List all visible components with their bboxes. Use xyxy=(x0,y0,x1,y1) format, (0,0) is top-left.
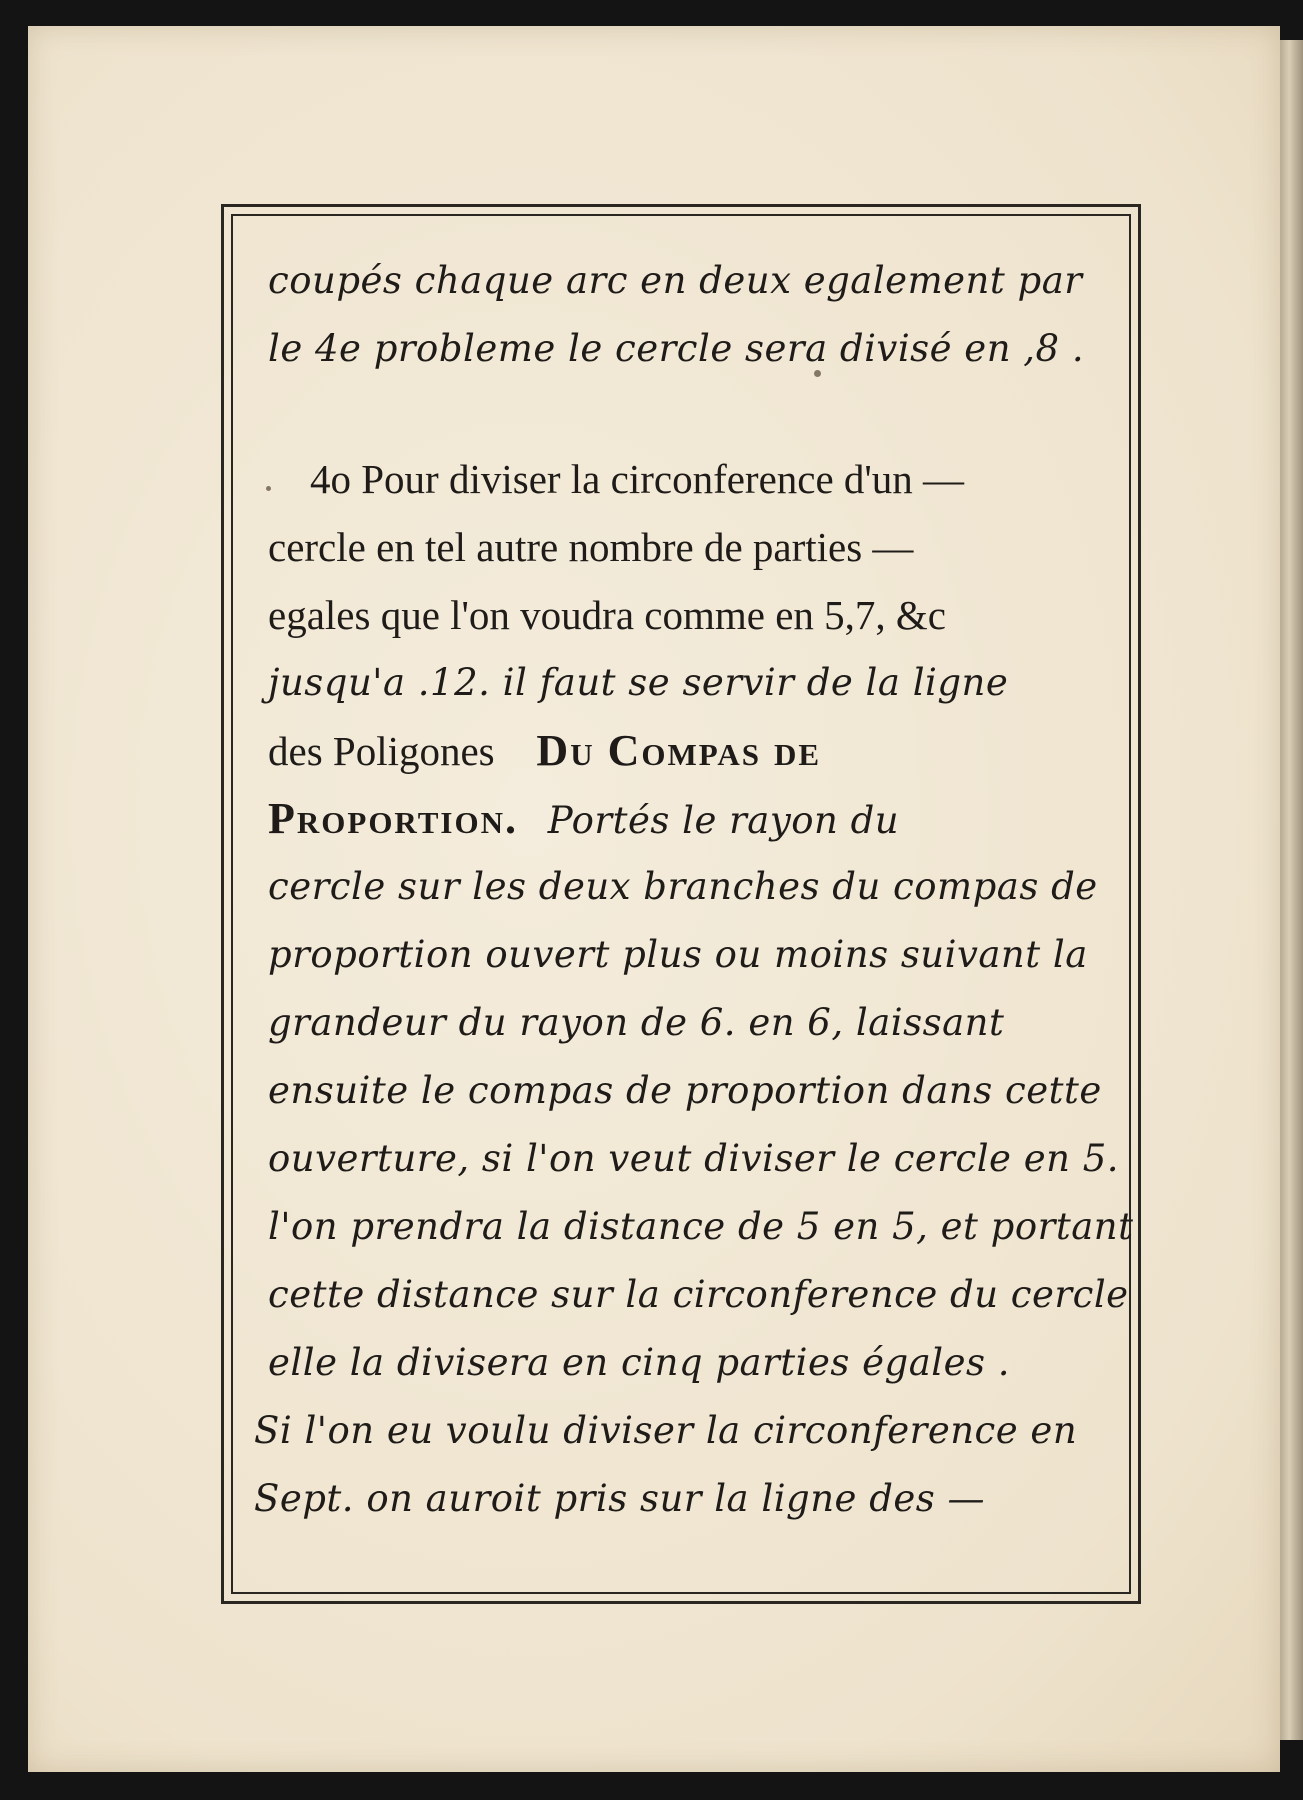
text-line: Sept. on auroit pris sur la ligne des — xyxy=(254,1477,986,1520)
paragraph-gap xyxy=(268,383,1098,445)
text-line: jusqu'a .12. il faut se servir de la ligne xyxy=(268,661,1009,704)
text-line: ouverture, si l'on veut diviser le cercle en 5. xyxy=(268,1137,1119,1180)
text-line: le 4e probleme le cercle sera divisé en ,8 . xyxy=(268,327,1085,370)
text-line: cercle sur les deux branches du compas de xyxy=(268,865,1098,908)
poligones-text: des Poligones xyxy=(268,728,495,774)
manuscript-page xyxy=(28,26,1280,1772)
text-line: grandeur du rayon de 6. en 6, laissant xyxy=(268,1001,1005,1044)
text-fragment: Portés le rayon du xyxy=(547,799,900,842)
text-line: Si l'on eu voulu diviser la circonference en xyxy=(254,1409,1078,1452)
text-line: proportion ouvert plus ou moins suivant la xyxy=(268,933,1088,976)
text-line: 4o Pour diviser la circonference d'un — xyxy=(310,456,965,502)
text-line xyxy=(268,785,1098,853)
text-line: elle la divisera en cinq parties égales . xyxy=(268,1341,1010,1384)
compas-heading: Du Compas de xyxy=(536,726,822,775)
proportion-heading: Proportion. xyxy=(268,794,518,843)
text-line xyxy=(268,717,1098,785)
text-line: ensuite le compas de proportion dans cette xyxy=(268,1069,1102,1112)
page-edge xyxy=(1280,40,1303,1740)
text-frame xyxy=(221,204,1141,1604)
text-line: coupés chaque arc en deux egalement par xyxy=(268,259,1083,302)
text-line: egales que l'on voudra comme en 5,7, &c xyxy=(268,592,946,638)
text-line: l'on prendra la distance de 5 en 5, et portant xyxy=(268,1205,1134,1248)
text-line: cette distance sur la circonference du cercle xyxy=(268,1273,1129,1316)
text-line: cercle en tel autre nombre de parties — xyxy=(268,524,914,570)
manuscript-text xyxy=(254,247,1134,1533)
